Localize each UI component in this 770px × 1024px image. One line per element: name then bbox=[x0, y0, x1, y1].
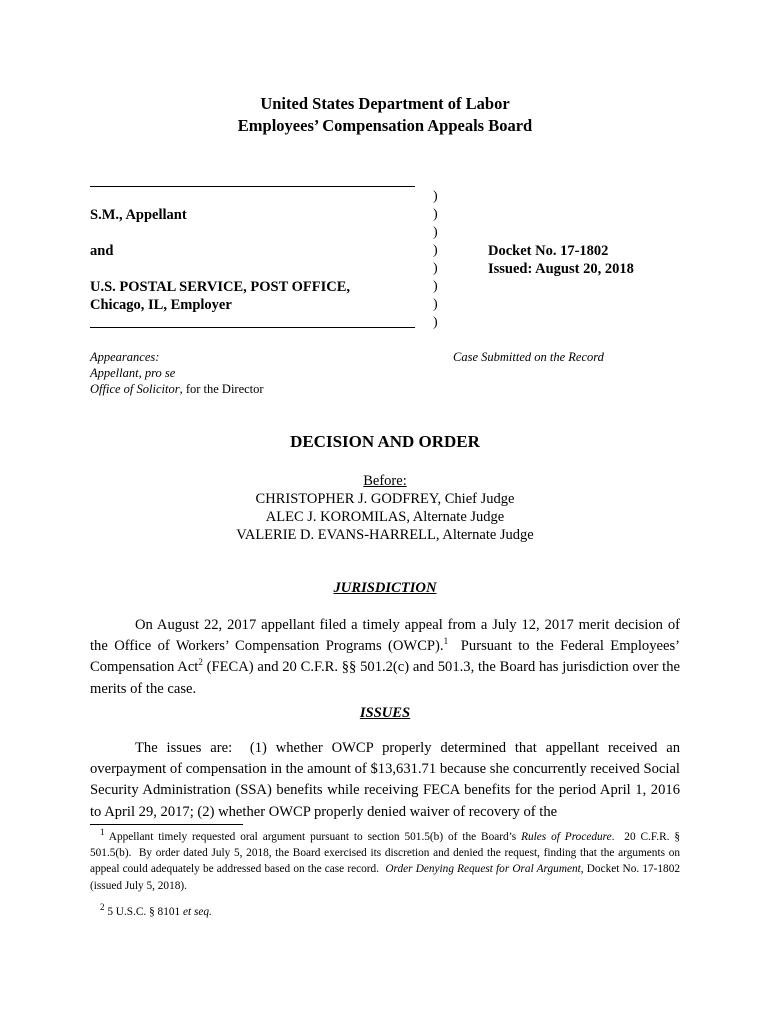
solicitor-name: Office of Solicitor bbox=[90, 382, 180, 396]
footnote-2-text-a: 5 U.S.C. § 8101 bbox=[107, 906, 183, 918]
jurisdiction-text-2: Pursuant to the Federal Employees’ Compensation Act bbox=[90, 638, 684, 676]
appearance-solicitor bbox=[90, 382, 264, 397]
case-submitted-note: Case Submitted on the Record bbox=[453, 350, 604, 364]
jurisdiction-text-1: On August 22, 2017 appellant filed a timely appeal from a July 12, 2017 merit decision of the Office of Workers’ Compensation Programs (OWCP). bbox=[90, 617, 680, 655]
issues-heading bbox=[0, 705, 770, 722]
before-label-text: Before: bbox=[363, 473, 407, 489]
footnote-1-number: 1 bbox=[100, 827, 105, 838]
footnote-1-text-c: . 20 C.F.R. § 501.5(b). By order dated July 5, 2018, the Board exercised its discretion and denied the request, finding that the arguments on appeal could adequately be addressed based on the case record. bbox=[90, 831, 683, 876]
issues-text: The issues are: (1) whether OWCP properly determined that appellant received an overpayment of compensation in the amount of $13,631.71 because she concurrently received Social Security Administration (SSA) benefits while receiving FECA benefits for the period April 1, 2016 to April 29, 2017; (2) whether OWCP properly denied waiver of recovery of the bbox=[90, 740, 684, 820]
footnote-1-text-a: Appellant timely requested oral argument pursuant to section 501.5(b) of the Board’s bbox=[108, 831, 522, 843]
appellant-name: S.M., Appellant bbox=[90, 207, 187, 223]
solicitor-role: , for the Director bbox=[179, 382, 264, 396]
caption-paren: ) bbox=[433, 261, 438, 276]
caption-and: and bbox=[90, 243, 114, 259]
employer-line2: Chicago, IL, Employer bbox=[90, 297, 232, 313]
judge-3: VALERIE D. EVANS-HARRELL, Alternate Judge bbox=[236, 527, 534, 543]
appearance-appellant: Appellant, pro se bbox=[90, 366, 176, 380]
jurisdiction-paragraph bbox=[90, 615, 684, 700]
jurisdiction-heading-text: JURISDICTION bbox=[333, 580, 437, 596]
issued-date: Issued: August 20, 2018 bbox=[488, 261, 634, 277]
employer-line1: U.S. POSTAL SERVICE, POST OFFICE, bbox=[90, 279, 351, 295]
caption-paren: ) bbox=[433, 207, 438, 222]
caption-paren: ) bbox=[433, 225, 438, 240]
judge-2: ALEC J. KOROMILAS, Alternate Judge bbox=[265, 509, 505, 525]
agency-name: United States Department of Labor bbox=[260, 94, 510, 113]
footnote-1-text-d: Order Denying Request for Oral Argument bbox=[385, 863, 581, 876]
caption-paren: ) bbox=[433, 279, 438, 294]
board-name: Employees’ Compensation Appeals Board bbox=[237, 116, 533, 135]
caption-paren: ) bbox=[433, 315, 438, 330]
docket-number: Docket No. 17-1802 bbox=[488, 243, 609, 259]
caption-bottom-rule bbox=[90, 327, 415, 328]
footnote-1 bbox=[90, 827, 683, 894]
footnote-1-text-b: Rules of Procedure bbox=[521, 831, 612, 843]
issues-paragraph bbox=[90, 738, 684, 823]
footnote-2 bbox=[90, 904, 680, 920]
jurisdiction-text-3: (FECA) and 20 C.F.R. §§ 501.2(c) and 501.3, the Board has jurisdiction over the merits of the case. bbox=[90, 659, 681, 697]
footnote-separator bbox=[90, 824, 243, 825]
caption-paren: ) bbox=[433, 189, 438, 204]
footnote-1-text-e: , Docket No. 17-1802 (issued July 5, 2018). bbox=[90, 863, 680, 892]
footnote-ref-2[interactable]: 2 bbox=[198, 657, 203, 668]
jurisdiction-heading bbox=[0, 580, 770, 597]
footnote-2-number: 2 bbox=[100, 902, 105, 913]
footnote-2-text-b: et seq. bbox=[182, 906, 212, 918]
issues-heading-text: ISSUES bbox=[359, 705, 411, 721]
caption-top-rule bbox=[90, 186, 415, 187]
judge-1: CHRISTOPHER J. GODFREY, Chief Judge bbox=[255, 491, 515, 507]
caption-paren: ) bbox=[433, 297, 438, 312]
before-label bbox=[0, 473, 770, 490]
appearances-label: Appearances: bbox=[90, 350, 160, 364]
footnote-ref-1[interactable]: 1 bbox=[443, 636, 449, 647]
decision-title: DECISION AND ORDER bbox=[290, 432, 480, 451]
caption-paren: ) bbox=[433, 243, 438, 258]
